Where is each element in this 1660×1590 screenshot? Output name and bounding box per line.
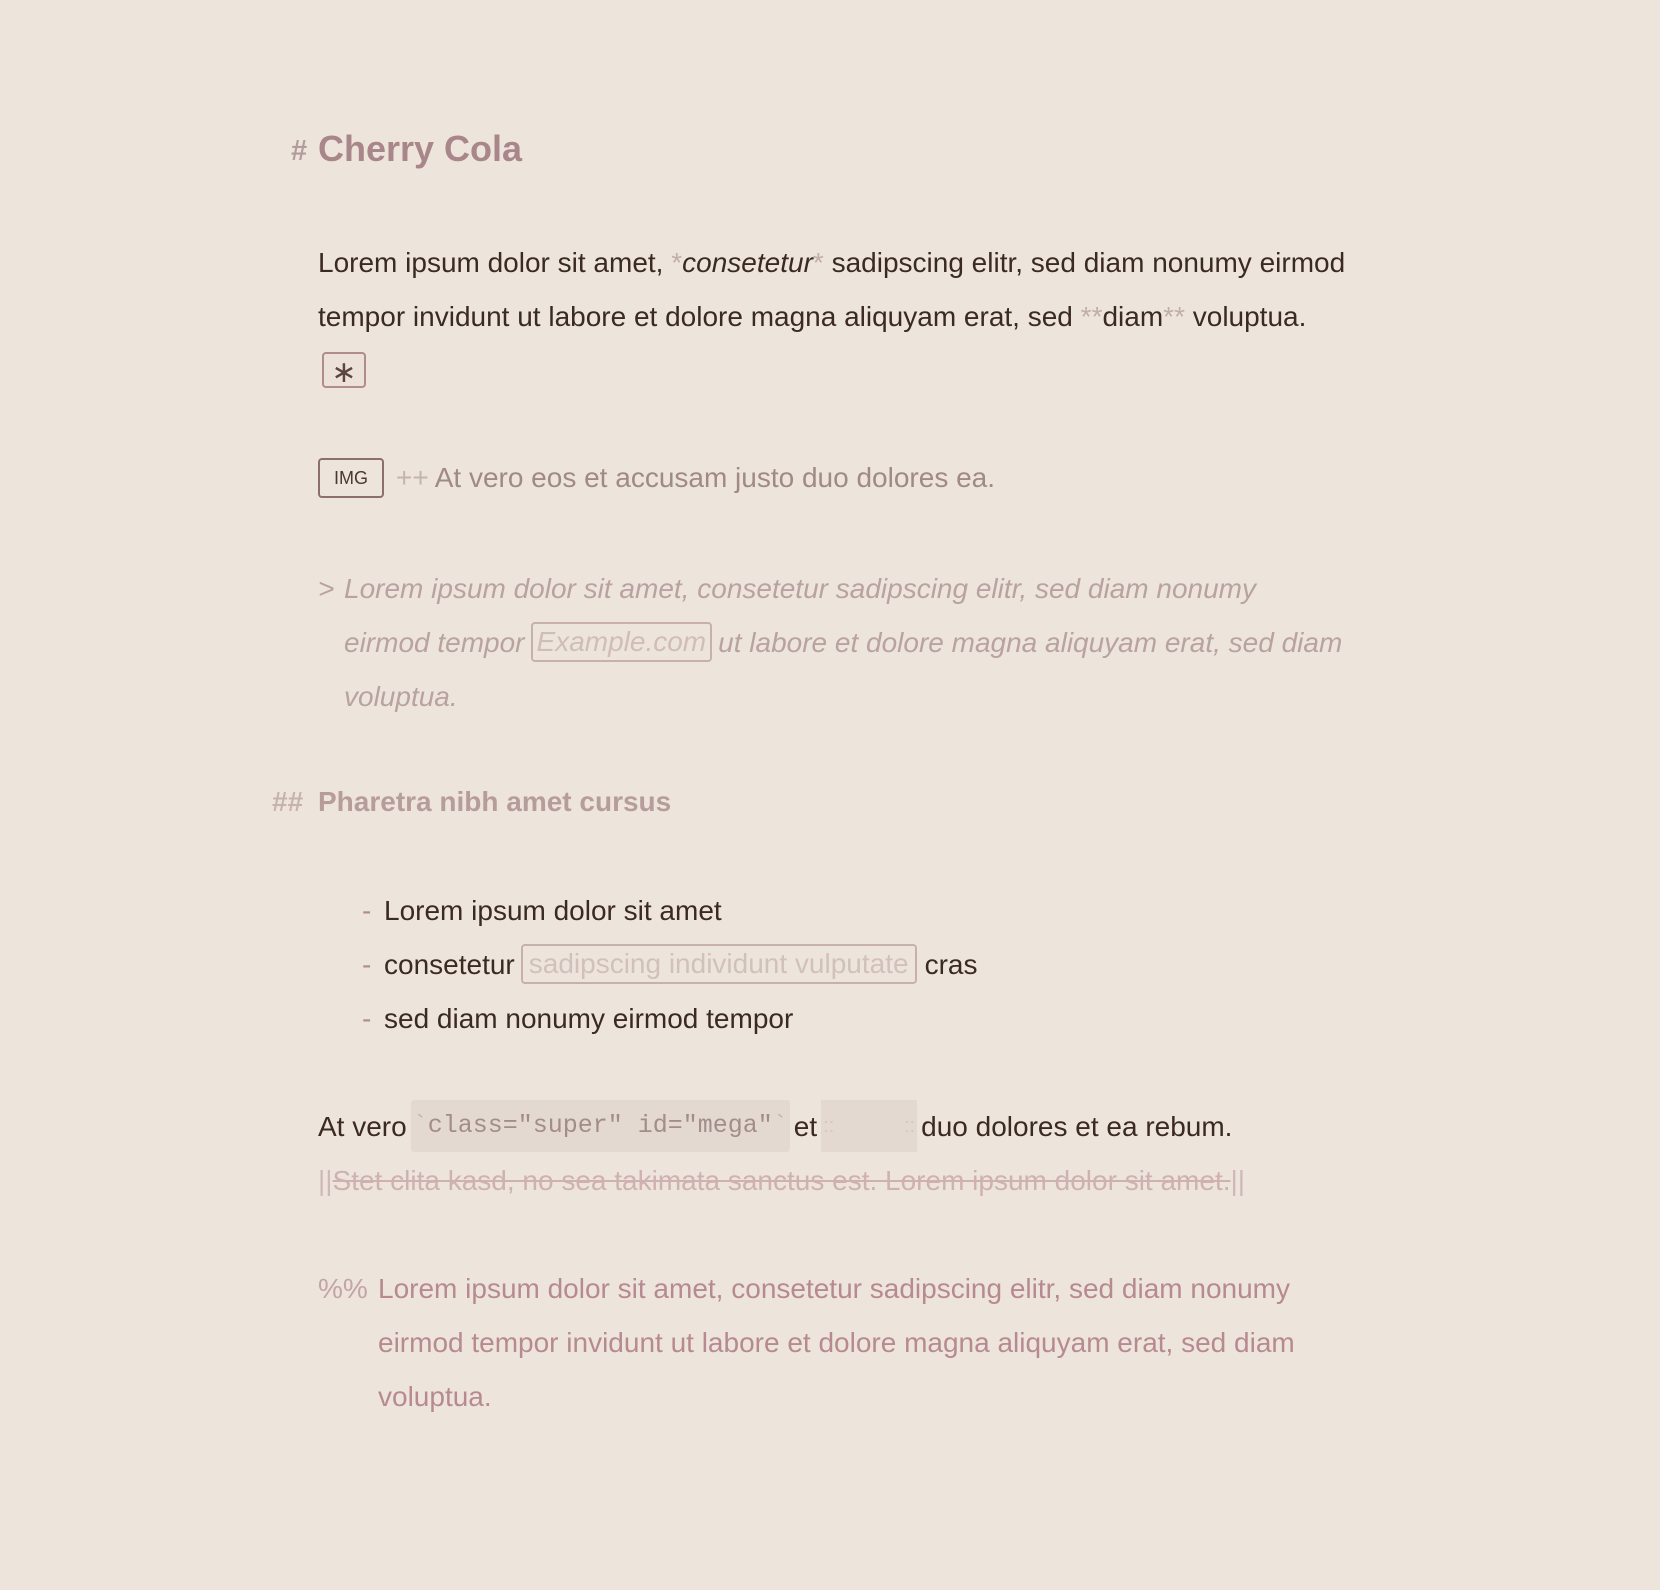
heading-2-marker: ## — [272, 786, 304, 817]
heading-1[interactable] — [291, 124, 1348, 174]
bullet-list — [362, 884, 1348, 1046]
code-line[interactable] — [318, 1100, 1348, 1155]
heading-1-text: Cherry Cola — [318, 128, 523, 169]
bold-close-marker: ** — [1163, 301, 1185, 332]
blockquote[interactable] — [318, 562, 1348, 724]
list-item-text: Lorem ipsum dolor sit amet — [384, 895, 722, 926]
list-item[interactable] — [362, 992, 1348, 1046]
highlight-marker: ++ — [396, 462, 429, 493]
comment-text: Lorem ipsum dolor sit amet, consetetur sadipscing elitr, sed diam nonumy eirmod tempor invidunt ut labore et dolore magna aliquyam erat, sed diam voluptua. — [378, 1273, 1295, 1412]
italic-text: consetetur — [682, 247, 813, 278]
quote-text-2: ut labore et dolore magna aliquyam erat, sed diam voluptua. — [344, 627, 1343, 712]
math-close-marker: :: — [904, 1114, 916, 1137]
list-item[interactable] — [362, 938, 1348, 992]
list-item-text: sed diam nonumy eirmod tempor — [384, 1003, 794, 1034]
inline-math-box[interactable] — [821, 1100, 917, 1152]
comment-marker: %% — [318, 1273, 368, 1304]
bold-text: diam — [1102, 301, 1164, 332]
list-item[interactable] — [362, 884, 1348, 938]
inline-code-text: class="super" id="mega" — [427, 1110, 773, 1140]
strike-open-marker: || — [318, 1165, 333, 1196]
heading-2[interactable] — [272, 781, 1348, 823]
link-chip[interactable]: Example.com — [531, 622, 713, 662]
code-tick-open: ` — [412, 1110, 428, 1140]
bold-open-marker: ** — [1080, 301, 1103, 332]
strikethrough-line[interactable] — [318, 1154, 1348, 1208]
quote-marker: > — [318, 573, 335, 604]
italic-open-marker: * — [671, 247, 683, 278]
quote-text-1: Lorem ipsum dolor sit amet, consetetur sadipscing elitr, sed diam nonumy eirmod tempor — [344, 573, 1256, 658]
image-line[interactable] — [318, 454, 1348, 502]
paragraph-text-2: sadipscing elitr, sed diam nonumy eirmod tempor invidunt ut labore et dolore magna aliquyam erat, sed — [318, 247, 1346, 332]
comment-block[interactable] — [318, 1262, 1348, 1424]
list-item-text: consetetur — [384, 949, 515, 980]
strikethrough-text: Stet clita kasd, no sea takimata sanctus est. Lorem ipsum dolor sit amet. — [332, 1165, 1231, 1196]
heading-2-text: Pharetra nibh amet cursus — [318, 786, 672, 817]
footnote-asterisk-icon[interactable]: ∗ — [322, 352, 366, 388]
image-chip[interactable]: IMG — [318, 458, 384, 498]
paragraph-text-1: Lorem ipsum dolor sit amet, — [318, 247, 672, 278]
paragraph-text-3: voluptua. — [1184, 301, 1307, 332]
italic-close-marker: * — [812, 247, 824, 278]
paragraph[interactable] — [318, 236, 1348, 398]
list-dash: - — [362, 949, 372, 980]
strike-close-marker: || — [1230, 1165, 1246, 1196]
math-open-marker: :: — [823, 1114, 835, 1137]
code-line-text-2: et — [793, 1111, 818, 1142]
code-line-text-1: At vero — [318, 1111, 407, 1142]
inline-code[interactable] — [411, 1100, 790, 1152]
list-dash: - — [362, 895, 372, 926]
list-item-text: cras — [924, 949, 978, 980]
tag-chip[interactable]: sadipscing individunt vulputate — [521, 944, 917, 984]
code-tick-close: ` — [772, 1110, 788, 1140]
code-line-text-3: duo dolores et ea rebum. — [921, 1111, 1233, 1142]
heading-1-marker: # — [291, 135, 308, 167]
list-dash: - — [362, 1003, 372, 1034]
image-line-text: At vero eos et accusam justo duo dolores ea. — [434, 462, 996, 493]
